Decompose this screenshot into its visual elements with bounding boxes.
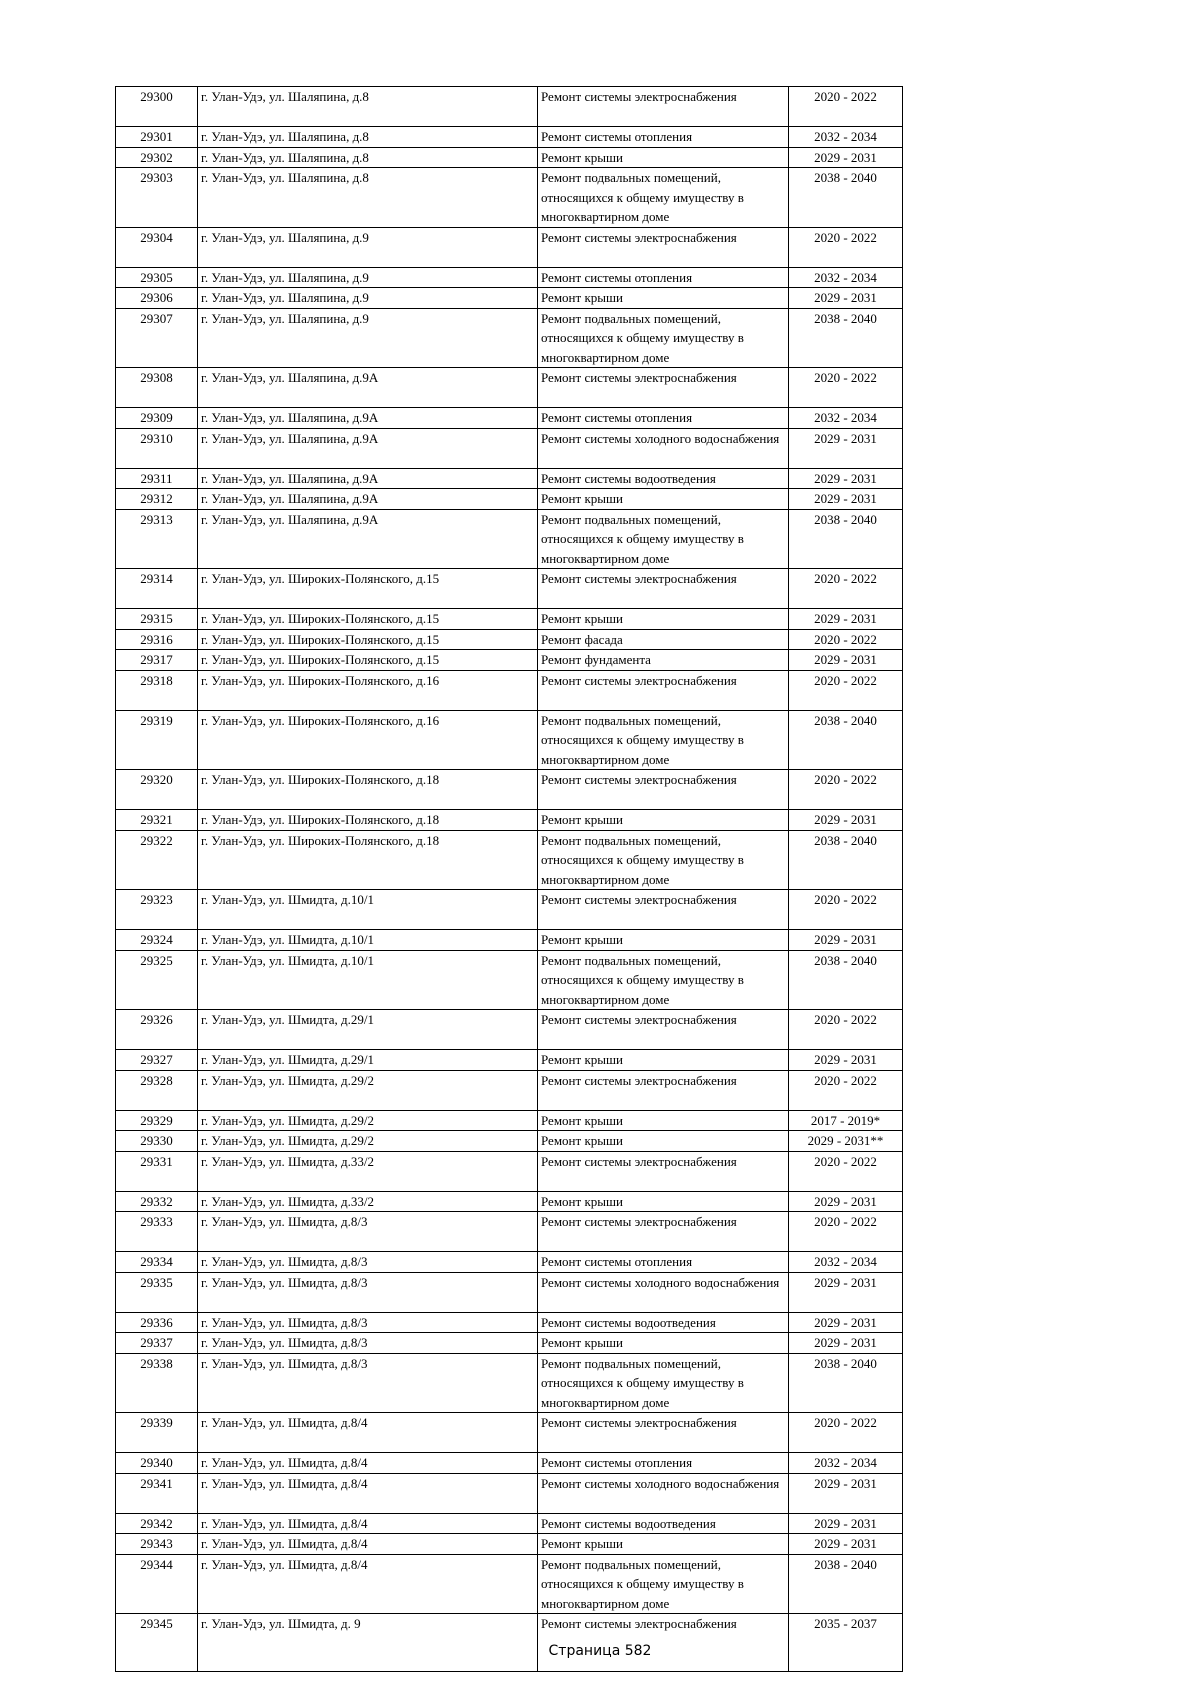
- cell-number: 29326: [116, 1010, 198, 1050]
- cell-work-type: Ремонт системы электроснабжения: [538, 1010, 789, 1050]
- repair-schedule-table: [115, 86, 903, 1672]
- cell-address: г. Улан-Удэ, ул. Шмидта, д.33/2: [198, 1191, 538, 1212]
- table-body: [116, 87, 903, 1672]
- table-row: [116, 1010, 903, 1050]
- table-row: [116, 168, 903, 228]
- cell-work-type: Ремонт системы отопления: [538, 127, 789, 148]
- cell-number: 29306: [116, 288, 198, 309]
- table-row: [116, 629, 903, 650]
- cell-number: 29324: [116, 930, 198, 951]
- table-row: [116, 1513, 903, 1534]
- cell-work-type: Ремонт крыши: [538, 489, 789, 510]
- cell-number: 29336: [116, 1312, 198, 1333]
- table-row: [116, 710, 903, 770]
- cell-number: 29330: [116, 1131, 198, 1152]
- cell-address: г. Улан-Удэ, ул. Шмидта, д.8/4: [198, 1413, 538, 1453]
- table-row: [116, 1151, 903, 1191]
- cell-work-type: Ремонт системы холодного водоснабжения: [538, 428, 789, 468]
- cell-period: 2029 - 2031: [789, 1513, 903, 1534]
- cell-number: 29322: [116, 830, 198, 890]
- cell-period: 2038 - 2040: [789, 308, 903, 368]
- cell-work-type: Ремонт системы электроснабжения: [538, 87, 789, 127]
- cell-address: г. Улан-Удэ, ул. Шаляпина, д.8: [198, 127, 538, 148]
- page-footer: [0, 1643, 1200, 1659]
- cell-period: 2038 - 2040: [789, 950, 903, 1010]
- cell-number: 29320: [116, 770, 198, 810]
- cell-number: 29314: [116, 569, 198, 609]
- cell-number: 29345: [116, 1614, 198, 1672]
- cell-work-type: Ремонт системы холодного водоснабжения: [538, 1473, 789, 1513]
- cell-number: 29308: [116, 368, 198, 408]
- cell-address: г. Улан-Удэ, ул. Шаляпина, д.9: [198, 308, 538, 368]
- cell-period: 2029 - 2031: [789, 428, 903, 468]
- cell-work-type: Ремонт системы водоотведения: [538, 1312, 789, 1333]
- cell-period: 2032 - 2034: [789, 127, 903, 148]
- cell-work-type: Ремонт подвальных помещений, относящихся к общему имуществу в многоквартирном доме: [538, 308, 789, 368]
- cell-address: г. Улан-Удэ, ул. Шаляпина, д.9А: [198, 428, 538, 468]
- cell-period: 2032 - 2034: [789, 267, 903, 288]
- cell-work-type: Ремонт подвальных помещений, относящихся к общему имуществу в многоквартирном доме: [538, 710, 789, 770]
- cell-address: г. Улан-Удэ, ул. Шмидта, д.29/2: [198, 1070, 538, 1110]
- cell-period: 2020 - 2022: [789, 629, 903, 650]
- cell-address: г. Улан-Удэ, ул. Шмидта, д.8/4: [198, 1513, 538, 1534]
- cell-number: 29332: [116, 1191, 198, 1212]
- cell-period: 2038 - 2040: [789, 1554, 903, 1614]
- cell-work-type: Ремонт подвальных помещений, относящихся к общему имуществу в многоквартирном доме: [538, 168, 789, 228]
- table-row: [116, 1413, 903, 1453]
- cell-work-type: Ремонт крыши: [538, 1191, 789, 1212]
- cell-address: г. Улан-Удэ, ул. Шаляпина, д.9А: [198, 468, 538, 489]
- cell-number: 29315: [116, 609, 198, 630]
- cell-address: г. Улан-Удэ, ул. Шмидта, д.8/3: [198, 1353, 538, 1413]
- cell-address: г. Улан-Удэ, ул. Широких-Полянского, д.15: [198, 629, 538, 650]
- cell-address: г. Улан-Удэ, ул. Шаляпина, д.8: [198, 168, 538, 228]
- cell-work-type: Ремонт системы электроснабжения: [538, 1151, 789, 1191]
- cell-number: 29313: [116, 509, 198, 569]
- cell-number: 29304: [116, 227, 198, 267]
- cell-period: 2029 - 2031: [789, 1191, 903, 1212]
- cell-work-type: Ремонт системы электроснабжения: [538, 368, 789, 408]
- table-row: [116, 930, 903, 951]
- cell-period: 2029 - 2031: [789, 1272, 903, 1312]
- cell-number: 29325: [116, 950, 198, 1010]
- table-row: [116, 830, 903, 890]
- cell-number: 29311: [116, 468, 198, 489]
- cell-period: 2020 - 2022: [789, 1151, 903, 1191]
- cell-period: 2020 - 2022: [789, 227, 903, 267]
- cell-period: 2020 - 2022: [789, 1212, 903, 1252]
- cell-period: 2038 - 2040: [789, 710, 903, 770]
- cell-period: 2029 - 2031: [789, 147, 903, 168]
- cell-number: 29338: [116, 1353, 198, 1413]
- table-row: [116, 770, 903, 810]
- cell-work-type: Ремонт системы электроснабжения: [538, 569, 789, 609]
- cell-work-type: Ремонт подвальных помещений, относящихся к общему имуществу в многоквартирном доме: [538, 1353, 789, 1413]
- cell-number: 29331: [116, 1151, 198, 1191]
- cell-period: 2020 - 2022: [789, 1070, 903, 1110]
- table-row: [116, 308, 903, 368]
- cell-work-type: Ремонт подвальных помещений, относящихся к общему имуществу в многоквартирном доме: [538, 509, 789, 569]
- cell-address: г. Улан-Удэ, ул. Шаляпина, д.8: [198, 87, 538, 127]
- cell-period: 2032 - 2034: [789, 408, 903, 429]
- repair-schedule-table-container: [115, 86, 902, 1672]
- cell-period: 2029 - 2031: [789, 1333, 903, 1354]
- cell-number: 29334: [116, 1252, 198, 1273]
- cell-address: г. Улан-Удэ, ул. Шаляпина, д.9А: [198, 489, 538, 510]
- cell-address: г. Улан-Удэ, ул. Широких-Полянского, д.18: [198, 770, 538, 810]
- table-row: [116, 1050, 903, 1071]
- table-row: [116, 810, 903, 831]
- cell-number: 29312: [116, 489, 198, 510]
- cell-address: г. Улан-Удэ, ул. Шмидта, д.29/1: [198, 1050, 538, 1071]
- cell-address: г. Улан-Удэ, ул. Шмидта, д. 9: [198, 1614, 538, 1672]
- cell-number: 29302: [116, 147, 198, 168]
- cell-number: 29300: [116, 87, 198, 127]
- cell-period: 2029 - 2031: [789, 1473, 903, 1513]
- cell-work-type: Ремонт подвальных помещений, относящихся к общему имуществу в многоквартирном доме: [538, 1554, 789, 1614]
- table-row: [116, 1554, 903, 1614]
- cell-address: г. Улан-Удэ, ул. Шмидта, д.10/1: [198, 930, 538, 951]
- cell-address: г. Улан-Удэ, ул. Широких-Полянского, д.16: [198, 710, 538, 770]
- cell-work-type: Ремонт системы водоотведения: [538, 468, 789, 489]
- table-row: [116, 227, 903, 267]
- cell-period: 2020 - 2022: [789, 1010, 903, 1050]
- cell-number: 29333: [116, 1212, 198, 1252]
- cell-period: 2029 - 2031: [789, 810, 903, 831]
- cell-address: г. Улан-Удэ, ул. Шмидта, д.8/3: [198, 1252, 538, 1273]
- cell-period: 2020 - 2022: [789, 770, 903, 810]
- cell-period: 2029 - 2031: [789, 1050, 903, 1071]
- cell-work-type: Ремонт фундамента: [538, 650, 789, 671]
- cell-number: 29323: [116, 890, 198, 930]
- cell-number: 29343: [116, 1534, 198, 1555]
- cell-number: 29317: [116, 650, 198, 671]
- cell-period: 2020 - 2022: [789, 1413, 903, 1453]
- cell-address: г. Улан-Удэ, ул. Шмидта, д.29/2: [198, 1131, 538, 1152]
- cell-period: 2038 - 2040: [789, 1353, 903, 1413]
- cell-address: г. Улан-Удэ, ул. Шмидта, д.8/4: [198, 1453, 538, 1474]
- cell-number: 29301: [116, 127, 198, 148]
- table-row: [116, 147, 903, 168]
- table-row: [116, 609, 903, 630]
- table-row: [116, 950, 903, 1010]
- cell-number: 29305: [116, 267, 198, 288]
- cell-address: г. Улан-Удэ, ул. Шаляпина, д.9: [198, 267, 538, 288]
- cell-period: 2020 - 2022: [789, 569, 903, 609]
- table-row: [116, 670, 903, 710]
- cell-work-type: Ремонт системы холодного водоснабжения: [538, 1272, 789, 1312]
- cell-work-type: Ремонт крыши: [538, 1050, 789, 1071]
- cell-work-type: Ремонт фасада: [538, 629, 789, 650]
- cell-period: 2032 - 2034: [789, 1453, 903, 1474]
- table-row: [116, 1110, 903, 1131]
- table-row: [116, 127, 903, 148]
- table-row: [116, 408, 903, 429]
- cell-number: 29337: [116, 1333, 198, 1354]
- table-row: [116, 368, 903, 408]
- cell-work-type: Ремонт крыши: [538, 810, 789, 831]
- cell-work-type: Ремонт крыши: [538, 930, 789, 951]
- cell-address: г. Улан-Удэ, ул. Шмидта, д.33/2: [198, 1151, 538, 1191]
- cell-address: г. Улан-Удэ, ул. Шмидта, д.8/4: [198, 1554, 538, 1614]
- cell-number: 29319: [116, 710, 198, 770]
- table-row: [116, 428, 903, 468]
- table-row: [116, 890, 903, 930]
- table-row: [116, 569, 903, 609]
- cell-period: 2017 - 2019*: [789, 1110, 903, 1131]
- cell-work-type: Ремонт системы электроснабжения: [538, 1614, 789, 1672]
- table-row: [116, 1312, 903, 1333]
- cell-work-type: Ремонт крыши: [538, 147, 789, 168]
- table-row: [116, 1473, 903, 1513]
- cell-period: 2029 - 2031: [789, 609, 903, 630]
- table-row: [116, 87, 903, 127]
- cell-work-type: Ремонт подвальных помещений, относящихся к общему имуществу в многоквартирном доме: [538, 830, 789, 890]
- cell-address: г. Улан-Удэ, ул. Широких-Полянского, д.15: [198, 569, 538, 609]
- cell-number: 29329: [116, 1110, 198, 1131]
- cell-period: 2038 - 2040: [789, 509, 903, 569]
- cell-work-type: Ремонт системы электроснабжения: [538, 1413, 789, 1453]
- cell-period: 2020 - 2022: [789, 87, 903, 127]
- cell-address: г. Улан-Удэ, ул. Шаляпина, д.9А: [198, 368, 538, 408]
- cell-number: 29328: [116, 1070, 198, 1110]
- cell-period: 2029 - 2031: [789, 1312, 903, 1333]
- cell-number: 29316: [116, 629, 198, 650]
- cell-period: 2029 - 2031: [789, 650, 903, 671]
- cell-work-type: Ремонт крыши: [538, 288, 789, 309]
- cell-period: 2020 - 2022: [789, 890, 903, 930]
- cell-work-type: Ремонт системы электроснабжения: [538, 890, 789, 930]
- cell-number: 29307: [116, 308, 198, 368]
- cell-address: г. Улан-Удэ, ул. Шаляпина, д.9А: [198, 509, 538, 569]
- cell-number: 29318: [116, 670, 198, 710]
- table-row: [116, 1131, 903, 1152]
- cell-period: 2029 - 2031: [789, 1534, 903, 1555]
- cell-address: г. Улан-Удэ, ул. Шмидта, д.8/3: [198, 1333, 538, 1354]
- table-row: [116, 1070, 903, 1110]
- cell-address: г. Улан-Удэ, ул. Шаляпина, д.9А: [198, 408, 538, 429]
- cell-period: 2038 - 2040: [789, 168, 903, 228]
- cell-address: г. Улан-Удэ, ул. Шмидта, д.8/3: [198, 1312, 538, 1333]
- cell-address: г. Улан-Удэ, ул. Широких-Полянского, д.18: [198, 830, 538, 890]
- cell-period: 2029 - 2031: [789, 468, 903, 489]
- cell-address: г. Улан-Удэ, ул. Шмидта, д.29/2: [198, 1110, 538, 1131]
- cell-address: г. Улан-Удэ, ул. Шмидта, д.8/3: [198, 1272, 538, 1312]
- cell-work-type: Ремонт крыши: [538, 1333, 789, 1354]
- cell-work-type: Ремонт системы отопления: [538, 1252, 789, 1273]
- cell-work-type: Ремонт системы электроснабжения: [538, 1070, 789, 1110]
- table-row: [116, 489, 903, 510]
- cell-period: 2029 - 2031: [789, 930, 903, 951]
- cell-address: г. Улан-Удэ, ул. Шмидта, д.8/4: [198, 1534, 538, 1555]
- cell-period: 2029 - 2031**: [789, 1131, 903, 1152]
- cell-address: г. Улан-Удэ, ул. Широких-Полянского, д.16: [198, 670, 538, 710]
- table-row: [116, 468, 903, 489]
- cell-number: 29309: [116, 408, 198, 429]
- cell-work-type: Ремонт системы электроснабжения: [538, 770, 789, 810]
- table-row: [116, 1212, 903, 1252]
- cell-address: г. Улан-Удэ, ул. Широких-Полянского, д.18: [198, 810, 538, 831]
- cell-period: 2032 - 2034: [789, 1252, 903, 1273]
- cell-address: г. Улан-Удэ, ул. Широких-Полянского, д.15: [198, 650, 538, 671]
- table-row: [116, 1333, 903, 1354]
- cell-work-type: Ремонт системы водоотведения: [538, 1513, 789, 1534]
- cell-period: 2029 - 2031: [789, 489, 903, 510]
- cell-number: 29344: [116, 1554, 198, 1614]
- table-row: [116, 1453, 903, 1474]
- cell-work-type: Ремонт системы электроснабжения: [538, 670, 789, 710]
- cell-period: 2020 - 2022: [789, 368, 903, 408]
- cell-address: г. Улан-Удэ, ул. Шмидта, д.8/3: [198, 1212, 538, 1252]
- cell-address: г. Улан-Удэ, ул. Шмидта, д.10/1: [198, 950, 538, 1010]
- cell-work-type: Ремонт системы отопления: [538, 267, 789, 288]
- cell-work-type: Ремонт крыши: [538, 1110, 789, 1131]
- cell-address: г. Улан-Удэ, ул. Шаляпина, д.9: [198, 227, 538, 267]
- cell-address: г. Улан-Удэ, ул. Шмидта, д.10/1: [198, 890, 538, 930]
- cell-address: г. Улан-Удэ, ул. Широких-Полянского, д.15: [198, 609, 538, 630]
- table-row: [116, 1252, 903, 1273]
- cell-work-type: Ремонт крыши: [538, 609, 789, 630]
- cell-number: 29303: [116, 168, 198, 228]
- table-row: [116, 1191, 903, 1212]
- cell-work-type: Ремонт системы электроснабжения: [538, 1212, 789, 1252]
- cell-work-type: Ремонт крыши: [538, 1131, 789, 1152]
- cell-number: 29335: [116, 1272, 198, 1312]
- cell-number: 29342: [116, 1513, 198, 1534]
- cell-work-type: Ремонт подвальных помещений, относящихся к общему имуществу в многоквартирном доме: [538, 950, 789, 1010]
- cell-address: г. Улан-Удэ, ул. Шаляпина, д.9: [198, 288, 538, 309]
- cell-number: 29327: [116, 1050, 198, 1071]
- cell-number: 29310: [116, 428, 198, 468]
- cell-address: г. Улан-Удэ, ул. Шмидта, д.8/4: [198, 1473, 538, 1513]
- table-row: [116, 509, 903, 569]
- cell-number: 29340: [116, 1453, 198, 1474]
- cell-address: г. Улан-Удэ, ул. Шмидта, д.29/1: [198, 1010, 538, 1050]
- cell-period: 2035 - 2037: [789, 1614, 903, 1672]
- table-row: [116, 1353, 903, 1413]
- cell-work-type: Ремонт системы отопления: [538, 408, 789, 429]
- table-row: [116, 267, 903, 288]
- cell-work-type: Ремонт системы электроснабжения: [538, 227, 789, 267]
- cell-number: 29341: [116, 1473, 198, 1513]
- table-row: [116, 1272, 903, 1312]
- cell-number: 29339: [116, 1413, 198, 1453]
- table-row: [116, 288, 903, 309]
- cell-period: 2020 - 2022: [789, 670, 903, 710]
- table-row: [116, 1534, 903, 1555]
- cell-work-type: Ремонт крыши: [538, 1534, 789, 1555]
- cell-work-type: Ремонт системы отопления: [538, 1453, 789, 1474]
- cell-number: 29321: [116, 810, 198, 831]
- table-row: [116, 650, 903, 671]
- cell-period: 2029 - 2031: [789, 288, 903, 309]
- cell-address: г. Улан-Удэ, ул. Шаляпина, д.8: [198, 147, 538, 168]
- cell-period: 2038 - 2040: [789, 830, 903, 890]
- page-number-label: Страница 582: [548, 1643, 652, 1659]
